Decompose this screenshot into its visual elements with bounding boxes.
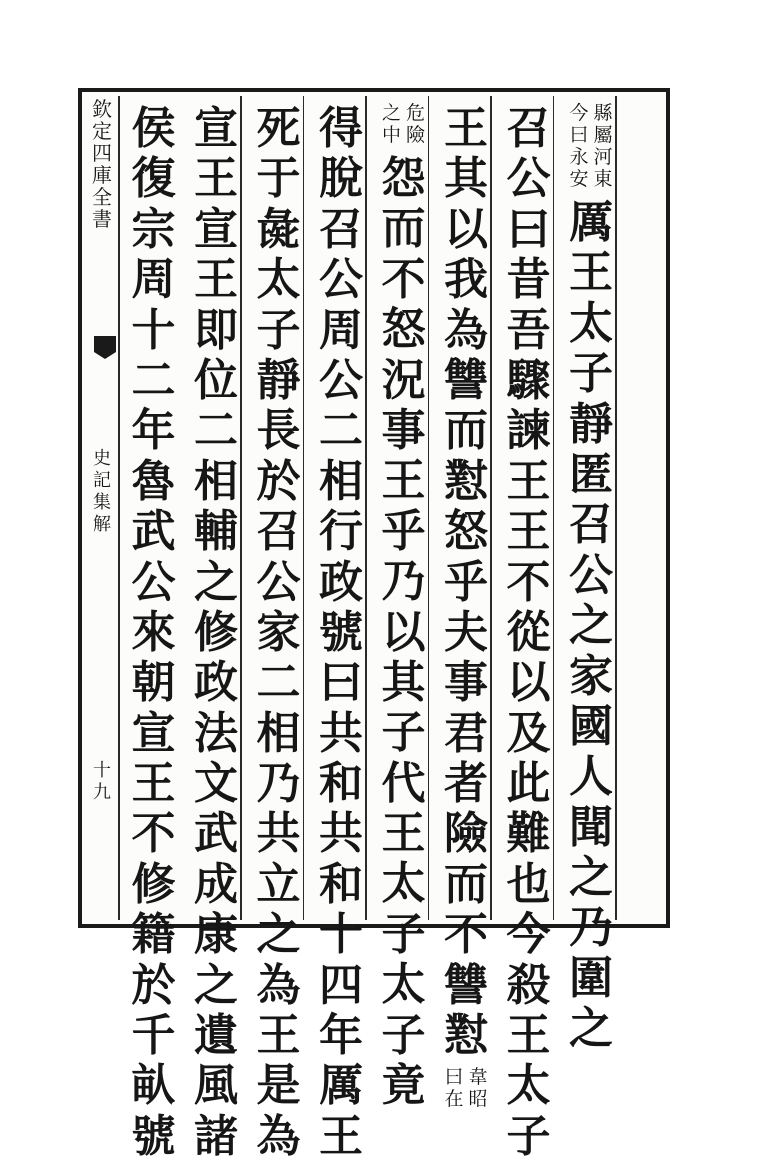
text-char: 號 bbox=[131, 1110, 176, 1162]
text-char: 事 bbox=[444, 657, 488, 709]
margin-title-char: 庫 bbox=[92, 163, 112, 187]
annotation-line bbox=[382, 102, 402, 146]
text-char: 太 bbox=[569, 297, 613, 349]
text-char: 公 bbox=[319, 254, 363, 306]
margin-book-title-char: 集 bbox=[93, 492, 111, 513]
margin-book-title-char: 解 bbox=[93, 514, 111, 535]
text-char: 武 bbox=[131, 506, 176, 558]
text-column bbox=[442, 104, 490, 1061]
text-char: 脫 bbox=[319, 153, 363, 205]
annotation-char: 曰 bbox=[444, 1065, 464, 1088]
text-char: 不 bbox=[131, 808, 176, 860]
text-char: 之 bbox=[569, 852, 613, 904]
text-char: 之 bbox=[569, 1003, 613, 1055]
text-char: 怒 bbox=[381, 304, 426, 356]
text-char: 以 bbox=[506, 657, 551, 709]
text-char: 人 bbox=[569, 751, 613, 803]
annotation-line bbox=[406, 102, 426, 146]
text-char: 死 bbox=[256, 103, 301, 154]
text-char: 王 bbox=[506, 1010, 551, 1062]
text-char: 為 bbox=[256, 1110, 301, 1162]
text-char: 宣 bbox=[194, 203, 238, 255]
text-char: 吾 bbox=[506, 304, 551, 356]
text-char: 共 bbox=[319, 808, 363, 860]
text-char: 二 bbox=[256, 657, 301, 709]
text-char: 之 bbox=[569, 600, 613, 652]
annotation-char: 險 bbox=[405, 124, 425, 146]
text-char: 魯 bbox=[131, 455, 176, 507]
text-char: 來 bbox=[131, 606, 176, 658]
text-char: 政 bbox=[194, 657, 238, 709]
text-char: 之 bbox=[194, 959, 238, 1011]
text-char: 宗 bbox=[131, 203, 176, 255]
annotation-char: 曰 bbox=[569, 124, 589, 146]
annotation-char: 中 bbox=[381, 124, 401, 146]
text-char: 家 bbox=[256, 606, 301, 658]
text-char: 太 bbox=[506, 1060, 551, 1112]
text-column bbox=[255, 104, 303, 1162]
text-char: 之 bbox=[256, 909, 301, 961]
text-char: 於 bbox=[256, 455, 301, 507]
text-char: 相 bbox=[256, 707, 301, 759]
column-rule bbox=[490, 96, 492, 920]
annotation-line bbox=[468, 1066, 488, 1110]
text-char: 行 bbox=[319, 506, 363, 558]
text-char: 年 bbox=[319, 1010, 363, 1062]
text-char: 年 bbox=[131, 405, 176, 457]
column-rule bbox=[553, 96, 555, 920]
annotation-char: 韋 bbox=[468, 1065, 488, 1088]
margin-title-char: 欽 bbox=[92, 97, 112, 121]
text-char: 事 bbox=[381, 404, 426, 456]
text-char: 昔 bbox=[506, 254, 551, 306]
text-char: 之 bbox=[194, 556, 238, 608]
column-rule bbox=[428, 96, 430, 920]
text-char: 為 bbox=[256, 959, 301, 1011]
text-char: 長 bbox=[256, 405, 301, 457]
annotation-char: 安 bbox=[569, 168, 589, 190]
margin-title bbox=[89, 98, 115, 230]
text-char: 王 bbox=[506, 506, 551, 558]
text-char: 位 bbox=[194, 354, 238, 406]
text-char: 太 bbox=[256, 254, 301, 306]
text-char: 不 bbox=[506, 556, 551, 608]
text-char: 況 bbox=[381, 354, 426, 406]
text-char: 復 bbox=[131, 153, 176, 205]
text-char: 圍 bbox=[569, 952, 613, 1004]
text-char: 王 bbox=[506, 455, 551, 507]
margin-book-title-char: 史 bbox=[93, 448, 111, 469]
text-column bbox=[317, 104, 365, 1162]
text-char: 王 bbox=[569, 247, 613, 299]
text-char: 諸 bbox=[194, 1110, 238, 1162]
text-char: 王 bbox=[319, 1110, 363, 1162]
text-char: 召 bbox=[256, 506, 301, 558]
annotation-line bbox=[444, 1066, 464, 1110]
text-char: 厲 bbox=[319, 1060, 363, 1112]
text-char: 讐 bbox=[444, 354, 488, 406]
text-char: 諫 bbox=[506, 405, 551, 457]
text-char: 和 bbox=[319, 758, 363, 810]
text-char: 夫 bbox=[444, 606, 488, 658]
text-char: 即 bbox=[194, 304, 238, 356]
text-char: 二 bbox=[131, 354, 176, 406]
annotation-head bbox=[569, 102, 613, 190]
text-char: 其 bbox=[381, 656, 426, 708]
text-char: 周 bbox=[131, 254, 176, 306]
margin-title-char: 定 bbox=[92, 119, 112, 143]
text-char: 王 bbox=[444, 103, 488, 154]
text-char: 二 bbox=[319, 405, 363, 457]
text-char: 怨 bbox=[381, 153, 426, 204]
text-char: 乃 bbox=[569, 902, 613, 954]
text-char: 代 bbox=[381, 757, 426, 809]
text-char: 遺 bbox=[194, 1010, 238, 1062]
text-char: 共 bbox=[319, 707, 363, 759]
text-char: 者 bbox=[444, 758, 488, 810]
margin-book-title-char: 記 bbox=[93, 470, 111, 491]
text-char: 竟 bbox=[381, 1060, 426, 1112]
text-char: 王 bbox=[256, 1010, 301, 1062]
text-char: 今 bbox=[506, 909, 551, 961]
text-char: 修 bbox=[131, 858, 176, 910]
text-char: 懟 bbox=[444, 1010, 488, 1062]
annotation-line bbox=[569, 102, 589, 190]
text-char: 公 bbox=[131, 556, 176, 608]
column-rule bbox=[303, 96, 305, 920]
text-char: 及 bbox=[506, 707, 551, 759]
column-rule bbox=[240, 96, 242, 920]
text-char: 王 bbox=[194, 153, 238, 205]
text-char: 公 bbox=[506, 153, 551, 205]
annotation-char: 危 bbox=[405, 102, 425, 124]
text-char: 是 bbox=[256, 1060, 301, 1112]
annotation-char: 東 bbox=[593, 168, 613, 190]
text-char: 曰 bbox=[319, 657, 363, 709]
text-char: 法 bbox=[194, 707, 238, 759]
text-char: 政 bbox=[319, 556, 363, 608]
text-char: 子 bbox=[256, 304, 301, 356]
text-char: 輔 bbox=[194, 506, 238, 558]
text-char: 也 bbox=[506, 858, 551, 910]
text-char: 公 bbox=[319, 354, 363, 406]
text-char: 得 bbox=[319, 103, 363, 154]
annotation-char: 河 bbox=[593, 146, 613, 168]
column-rule bbox=[365, 96, 367, 920]
text-char: 子 bbox=[381, 908, 426, 960]
text-char: 子 bbox=[506, 1110, 551, 1162]
text-char: 聞 bbox=[569, 801, 613, 853]
text-char: 四 bbox=[319, 959, 363, 1011]
text-char: 召 bbox=[506, 103, 551, 154]
text-char: 殺 bbox=[506, 959, 551, 1011]
text-column bbox=[380, 154, 428, 1111]
text-char: 文 bbox=[194, 758, 238, 810]
text-char: 不 bbox=[444, 909, 488, 961]
text-char: 相 bbox=[194, 455, 238, 507]
text-char: 畒 bbox=[131, 1060, 176, 1112]
text-char: 而 bbox=[444, 858, 488, 910]
annotation-char: 永 bbox=[569, 146, 589, 168]
text-char: 子 bbox=[381, 707, 426, 759]
text-char: 曰 bbox=[506, 203, 551, 255]
margin-leaf-char: 九 bbox=[93, 782, 111, 803]
text-char: 怒 bbox=[444, 506, 488, 558]
text-char: 號 bbox=[319, 606, 363, 658]
text-char: 修 bbox=[194, 606, 238, 658]
text-char: 公 bbox=[256, 556, 301, 608]
text-char: 召 bbox=[569, 499, 613, 551]
text-char: 為 bbox=[444, 304, 488, 356]
text-column bbox=[130, 104, 178, 1162]
text-char: 彘 bbox=[256, 203, 301, 255]
text-char: 王 bbox=[194, 254, 238, 306]
text-char: 千 bbox=[131, 1010, 176, 1062]
text-char: 於 bbox=[131, 959, 176, 1011]
text-char: 王 bbox=[381, 455, 426, 507]
text-char: 以 bbox=[381, 606, 426, 658]
annotation-char: 今 bbox=[569, 102, 589, 124]
text-char: 相 bbox=[319, 455, 363, 507]
text-char: 侯 bbox=[131, 103, 176, 154]
text-char: 而 bbox=[444, 405, 488, 457]
text-column bbox=[192, 104, 240, 1162]
text-char: 于 bbox=[256, 153, 301, 205]
annotation-tail bbox=[444, 1066, 488, 1110]
annotation-head bbox=[382, 102, 426, 146]
text-char: 靜 bbox=[569, 398, 613, 450]
annotation-char: 屬 bbox=[593, 124, 613, 146]
text-char: 家 bbox=[569, 650, 613, 702]
text-char: 從 bbox=[506, 606, 551, 658]
text-char: 宣 bbox=[131, 707, 176, 759]
text-char: 懟 bbox=[444, 455, 488, 507]
text-char: 乃 bbox=[381, 556, 426, 608]
margin-leaf-char: 十 bbox=[93, 760, 111, 781]
text-char: 和 bbox=[319, 858, 363, 910]
text-char: 靜 bbox=[256, 354, 301, 406]
margin-title-char: 全 bbox=[92, 185, 112, 209]
text-char: 險 bbox=[444, 808, 488, 860]
text-char: 子 bbox=[381, 1009, 426, 1061]
text-char: 厲 bbox=[569, 197, 613, 248]
annotation-char: 昭 bbox=[468, 1087, 488, 1110]
annotation-char: 縣 bbox=[593, 102, 613, 124]
text-char: 乃 bbox=[256, 758, 301, 810]
column-rule bbox=[615, 96, 617, 920]
text-char: 太 bbox=[381, 959, 426, 1011]
text-char: 武 bbox=[194, 808, 238, 860]
text-char: 乎 bbox=[444, 556, 488, 608]
text-char: 王 bbox=[131, 758, 176, 810]
text-char: 風 bbox=[194, 1060, 238, 1112]
text-char: 召 bbox=[319, 203, 363, 255]
text-char: 此 bbox=[506, 758, 551, 810]
text-char: 子 bbox=[569, 348, 613, 400]
text-char: 其 bbox=[444, 153, 488, 205]
text-char: 以 bbox=[444, 203, 488, 255]
margin-rule bbox=[118, 96, 120, 920]
margin-book-title bbox=[89, 448, 115, 536]
fishtail-mark bbox=[94, 336, 116, 352]
text-char: 十 bbox=[131, 304, 176, 356]
text-char: 共 bbox=[256, 808, 301, 860]
text-char: 籍 bbox=[131, 909, 176, 961]
text-char: 公 bbox=[569, 549, 613, 601]
text-char: 不 bbox=[381, 253, 426, 305]
text-column bbox=[567, 198, 615, 1055]
text-char: 乎 bbox=[381, 505, 426, 557]
text-char: 國 bbox=[569, 700, 613, 752]
text-char: 朝 bbox=[131, 657, 176, 709]
annotation-char: 之 bbox=[381, 102, 401, 124]
text-char: 驟 bbox=[506, 354, 551, 406]
margin-title-char: 四 bbox=[92, 141, 112, 165]
text-char: 康 bbox=[194, 909, 238, 961]
text-char: 太 bbox=[381, 858, 426, 910]
text-char: 匿 bbox=[569, 448, 613, 500]
text-char: 君 bbox=[444, 707, 488, 759]
text-char: 我 bbox=[444, 254, 488, 306]
text-char: 二 bbox=[194, 405, 238, 457]
text-char: 讐 bbox=[444, 959, 488, 1011]
text-char: 王 bbox=[381, 808, 426, 860]
annotation-char: 在 bbox=[444, 1087, 464, 1110]
text-column bbox=[505, 104, 553, 1162]
text-char: 立 bbox=[256, 858, 301, 910]
text-char: 成 bbox=[194, 858, 238, 910]
margin-leaf-number bbox=[89, 760, 115, 804]
text-char: 十 bbox=[319, 909, 363, 961]
text-char: 難 bbox=[506, 808, 551, 860]
text-char: 宣 bbox=[194, 103, 238, 154]
text-char: 周 bbox=[319, 304, 363, 356]
margin-title-char: 書 bbox=[92, 207, 112, 231]
text-char: 而 bbox=[381, 203, 426, 255]
annotation-line bbox=[593, 102, 613, 190]
